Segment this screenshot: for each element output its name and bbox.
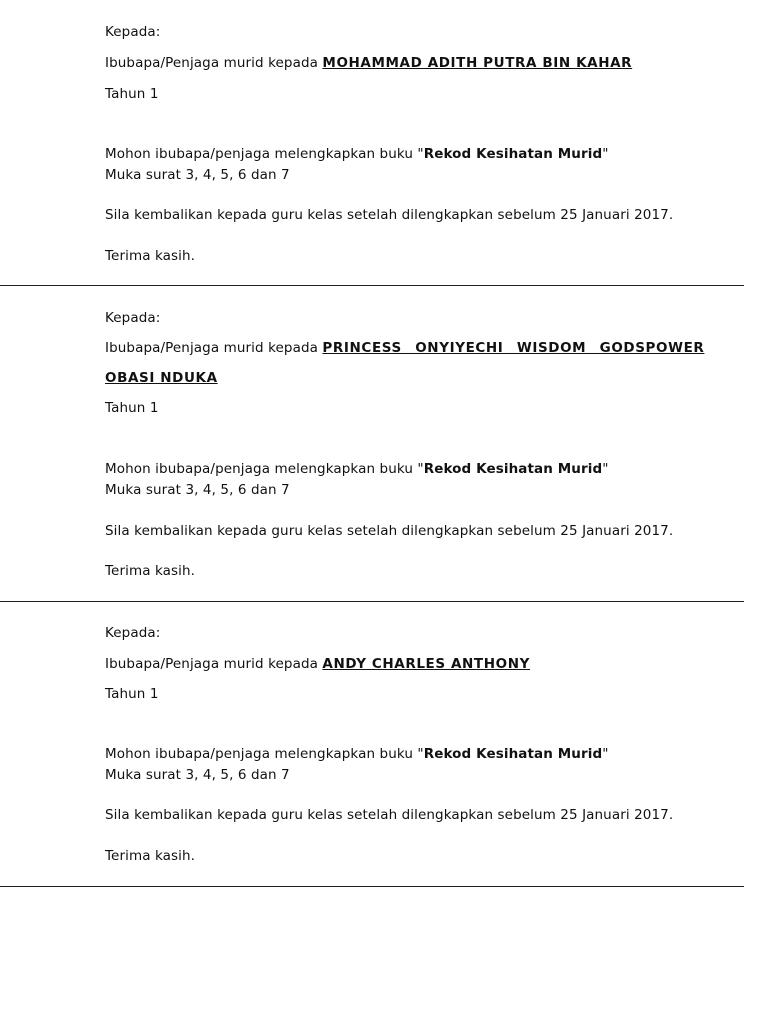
cut-line-divider (0, 601, 744, 602)
student-name-line1: PRINCESS ONYIYECHI WISDOM GODSPOWER (322, 340, 705, 356)
greeting: Kepada: (105, 310, 161, 326)
return-note: Sila kembalikan kepada guru kelas setelah dilengkapkan sebelum 25 Januari 2017. (105, 207, 674, 223)
request-prefix: Mohon ibubapa/penjaga melengkapkan buku " (105, 746, 424, 762)
request-line (105, 145, 609, 163)
thanks: Terima kasih. (105, 563, 196, 579)
addressee-line (105, 655, 530, 673)
student-name: MOHAMMAD ADITH PUTRA BIN KAHAR (322, 55, 633, 71)
request-suffix: " (602, 746, 609, 762)
book-title: Rekod Kesihatan Murid (423, 746, 603, 762)
school-year: Tahun 1 (105, 86, 159, 102)
school-year: Tahun 1 (105, 686, 159, 702)
return-note: Sila kembalikan kepada guru kelas setelah dilengkapkan sebelum 25 Januari 2017. (105, 523, 674, 539)
addressee-line (105, 339, 704, 357)
request-line (105, 460, 609, 478)
student-name-continuation (105, 369, 218, 387)
thanks: Terima kasih. (105, 248, 196, 264)
addressee-prefix: Ibubapa/Penjaga murid kepada (105, 656, 319, 672)
book-title: Rekod Kesihatan Murid (423, 146, 603, 162)
greeting: Kepada: (105, 24, 161, 40)
addressee-prefix: Ibubapa/Penjaga murid kepada (105, 55, 319, 71)
pages-line: Muka surat 3, 4, 5, 6 dan 7 (105, 167, 290, 183)
request-prefix: Mohon ibubapa/penjaga melengkapkan buku " (105, 461, 424, 477)
return-note: Sila kembalikan kepada guru kelas setelah dilengkapkan sebelum 25 Januari 2017. (105, 807, 674, 823)
request-line (105, 745, 609, 763)
book-title: Rekod Kesihatan Murid (423, 461, 603, 477)
student-name: ANDY CHARLES ANTHONY (322, 656, 530, 672)
thanks: Terima kasih. (105, 848, 196, 864)
cut-line-divider (0, 285, 744, 286)
request-suffix: " (602, 146, 609, 162)
request-suffix: " (602, 461, 609, 477)
student-name-line2: OBASI NDUKA (105, 370, 218, 386)
pages-line: Muka surat 3, 4, 5, 6 dan 7 (105, 482, 290, 498)
greeting: Kepada: (105, 625, 161, 641)
addressee-line (105, 54, 632, 72)
addressee-prefix: Ibubapa/Penjaga murid kepada (105, 340, 319, 356)
school-year: Tahun 1 (105, 400, 159, 416)
cut-line-divider (0, 886, 744, 887)
request-prefix: Mohon ibubapa/penjaga melengkapkan buku " (105, 146, 424, 162)
pages-line: Muka surat 3, 4, 5, 6 dan 7 (105, 767, 290, 783)
